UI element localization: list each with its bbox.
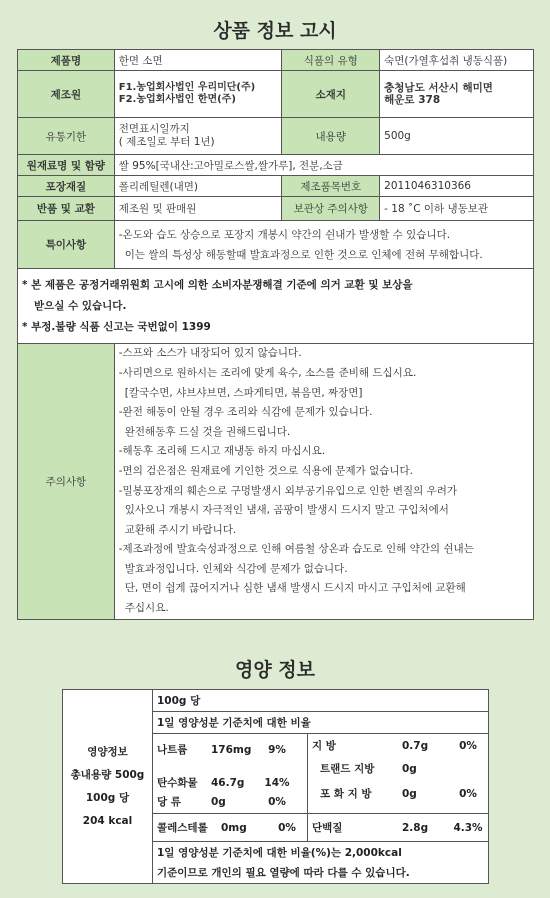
product-info-table bbox=[17, 49, 534, 620]
trans-label: 트랜드 지방 bbox=[320, 763, 375, 775]
caution-value bbox=[114, 344, 533, 620]
maker-line: F1.농업회사법인 우리미단(주) bbox=[118, 82, 256, 93]
sugar-label: 당 류 bbox=[157, 796, 181, 808]
storage-label: 보관상 주의사항 bbox=[282, 197, 380, 221]
maker-label: 제조원 bbox=[18, 71, 115, 118]
product-name-label: 제품명 bbox=[18, 50, 115, 71]
product-name: 한면 소면 bbox=[114, 50, 282, 71]
fat-label: 지 방 bbox=[312, 740, 336, 752]
nutrient-group-right bbox=[308, 734, 489, 814]
report-label: 제조품목번호 bbox=[282, 176, 380, 197]
cholesterol-percent: 0% bbox=[278, 821, 296, 834]
caution-line: -제조과정에 발효숙성과정으로 인해 여름철 상온과 습도로 인해 약간의 쉰내는 bbox=[118, 543, 474, 556]
packaging-value: 폴리레틸렌(내면) bbox=[114, 176, 282, 197]
caution-line: -해동후 조리해 드시고 재냉동 하지 마십시요. bbox=[118, 445, 326, 458]
caution-line: 주십시요. bbox=[124, 602, 169, 615]
sat-row bbox=[308, 784, 488, 803]
carb-label: 탄수화물 bbox=[157, 777, 198, 789]
info-title: 상품 정보 고시 bbox=[213, 20, 337, 42]
caution-line: -사리면으로 원하시는 조리에 맞게 육수, 소스를 준비해 드십시요. bbox=[118, 366, 417, 379]
expiry-label: 유통기한 bbox=[18, 118, 115, 155]
trans-row bbox=[308, 759, 488, 778]
caution-line: 단, 면이 쉽게 끊어지거나 심한 냄새 발생시 드시지 마시고 구입처에 교환해 bbox=[124, 582, 466, 595]
footer-line: 기준이므로 개인의 필요 열량에 따라 다를 수 있습니다. bbox=[157, 866, 410, 879]
storage-value: - 18 ˚C 이하 냉동보관 bbox=[380, 197, 534, 221]
food-type-label: 식품의 유형 bbox=[282, 50, 380, 71]
food-type: 숙면(가열후섭취 냉동식품) bbox=[380, 50, 534, 71]
ingredients-label: 원재료명 및 함량 bbox=[18, 155, 115, 176]
sodium-amount: 176mg bbox=[211, 743, 252, 756]
sodium-percent: 9% bbox=[268, 743, 286, 756]
notice-line: 받으실 수 있습니다. bbox=[34, 299, 127, 312]
ingredients-value: 쌀 95%[국내산:고아밀로스쌀,쌀가루], 전분,소금 bbox=[114, 155, 533, 176]
caution-line: -면의 검은점은 원재료에 기인한 것으로 식용에 문제가 없습니다. bbox=[118, 464, 413, 477]
cholesterol-amount: 0mg bbox=[221, 821, 247, 834]
cholesterol-label: 콜레스테롤 bbox=[157, 822, 208, 834]
per-amount: 100g 당 bbox=[153, 690, 489, 712]
report-number: 2011046310366 bbox=[380, 176, 534, 197]
ratio-note: 1일 영양성분 기준치에 대한 비율 bbox=[153, 712, 489, 734]
notice-line: * 본 제품은 공정거래위원회 고시에 의한 소비자분쟁해결 기준에 의거 교환 및 보상을 bbox=[22, 278, 413, 291]
protein-label: 단백질 bbox=[312, 822, 343, 834]
caution-line: -스프와 소스가 내장되어 있지 않습니다. bbox=[118, 347, 302, 360]
caution-line: [칼국수면, 샤브샤브면, 스파게티면, 볶음면, 짜장면] bbox=[124, 386, 363, 399]
protein-cell bbox=[308, 814, 489, 842]
protein-percent: 4.3% bbox=[453, 821, 483, 834]
sat-amount: 0g bbox=[402, 787, 417, 800]
expiry-line: ( 제조일로 부터 1년) bbox=[118, 136, 215, 148]
caution-line: 교환해 주시기 바랍니다. bbox=[124, 523, 237, 536]
nutrition-summary bbox=[63, 690, 153, 884]
return-value: 제조원 및 판매원 bbox=[114, 197, 282, 221]
special-value bbox=[114, 221, 533, 269]
sugar-amount: 0g bbox=[211, 795, 226, 808]
sat-percent: 0% bbox=[459, 787, 477, 800]
nutrition-footer bbox=[153, 842, 489, 884]
location-line: 해운로 378 bbox=[384, 94, 441, 106]
cholesterol-cell bbox=[153, 814, 308, 842]
fat-row bbox=[308, 736, 488, 755]
carb-amount: 46.7g bbox=[211, 776, 245, 789]
trans-amount: 0g bbox=[402, 762, 417, 775]
carb-row bbox=[153, 773, 307, 792]
location-line: 충청남도 서산시 해미면 bbox=[384, 82, 493, 94]
nutrition-table bbox=[62, 689, 489, 884]
expiry-line: 전면표시일까지 bbox=[118, 123, 190, 135]
content-label: 내용량 bbox=[282, 118, 380, 155]
summary-label: 영양정보 bbox=[87, 745, 128, 758]
notice-line: * 부정.불량 식품 신고는 국번없이 1399 bbox=[22, 320, 211, 333]
caution-line: 있사오니 개봉시 자극적인 냄새, 곰팡이 발생시 드시지 말고 구입처에서 bbox=[124, 504, 449, 517]
packaging-label: 포장재질 bbox=[18, 176, 115, 197]
special-line: -온도와 습도 상승으로 포장지 개봉시 약간의 쉰내가 발생할 수 있습니다. bbox=[118, 228, 451, 241]
caution-label: 주의사항 bbox=[18, 344, 115, 620]
consumer-notice bbox=[18, 269, 534, 344]
content-value: 500g bbox=[380, 118, 534, 155]
fat-amount: 0.7g bbox=[402, 739, 429, 752]
caution-line: -밀봉포장재의 훼손으로 구멍발생시 외부공기유입으로 인한 변질의 우려가 bbox=[118, 484, 458, 497]
nutrient-group-left bbox=[153, 734, 308, 814]
sat-label: 포 화 지 방 bbox=[320, 788, 372, 800]
footer-line: 1일 영양성분 기준치에 대한 비율(%)는 2,000kcal bbox=[157, 846, 402, 859]
protein-amount: 2.8g bbox=[402, 821, 429, 834]
caution-line: 발효과정입니다. 인체와 식감에 문제가 없습니다. bbox=[124, 562, 348, 575]
location-label: 소재지 bbox=[282, 71, 380, 118]
summary-kcal: 204 kcal bbox=[82, 814, 133, 827]
return-label: 반품 및 교환 bbox=[18, 197, 115, 221]
nutrition-title: 영양 정보 bbox=[234, 659, 316, 681]
sugar-percent: 0% bbox=[268, 795, 286, 808]
maker-value bbox=[114, 71, 282, 118]
fat-percent: 0% bbox=[459, 739, 477, 752]
carb-percent: 14% bbox=[264, 776, 290, 789]
expiry-value bbox=[114, 118, 282, 155]
sodium-row bbox=[153, 740, 307, 759]
protein-row bbox=[308, 818, 488, 837]
summary-total: 총내용량 500g bbox=[70, 768, 145, 781]
location-value bbox=[380, 71, 534, 118]
special-line: 이는 쌀의 특성상 해동할때 발효과정으로 인한 것으로 인체에 전혀 무해합니다. bbox=[124, 248, 483, 261]
summary-per: 100g 당 bbox=[85, 791, 130, 804]
cholesterol-row bbox=[153, 818, 307, 837]
caution-line: 완전해동후 드실 것을 권해드립니다. bbox=[124, 425, 291, 438]
special-label: 특이사항 bbox=[18, 221, 115, 269]
sugar-row bbox=[153, 792, 307, 811]
sodium-label: 나트륨 bbox=[157, 744, 188, 756]
maker-line: F2.농업회사법인 한면(주) bbox=[118, 94, 236, 105]
caution-line: -완전 해동이 안될 경우 조리와 식감에 문제가 있습니다. bbox=[118, 406, 373, 419]
